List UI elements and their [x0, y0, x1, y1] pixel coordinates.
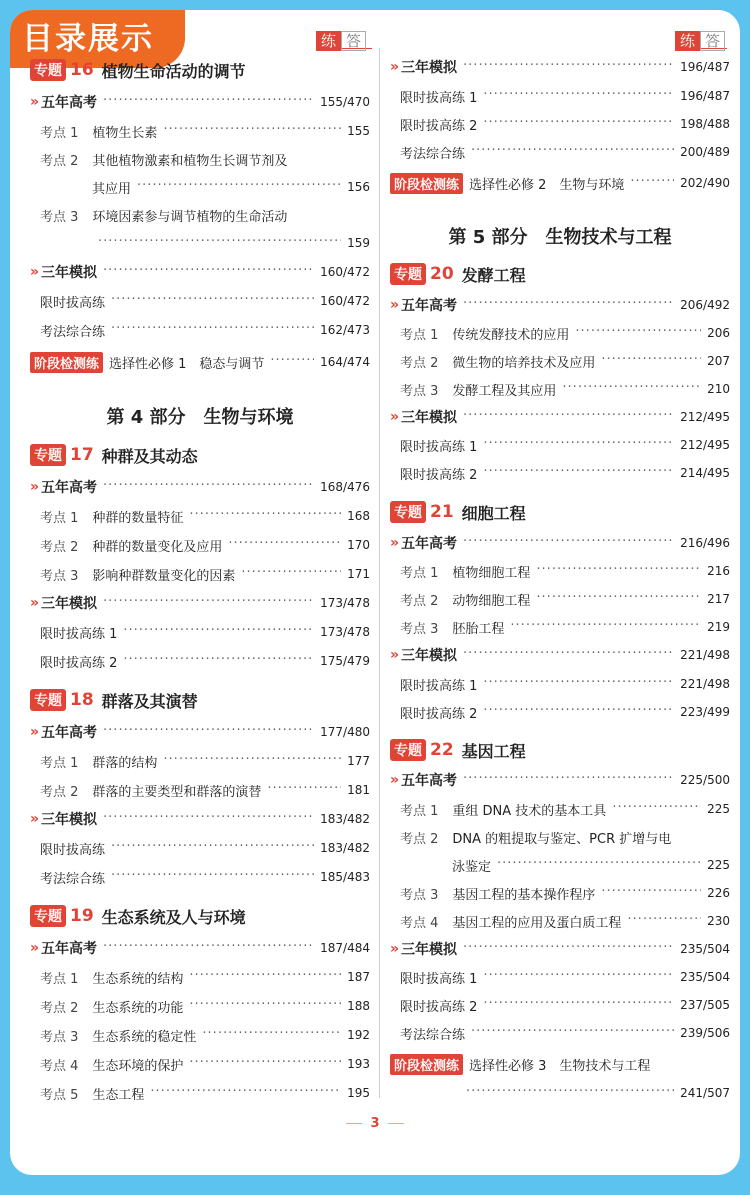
- tag-lian: 练: [316, 31, 341, 51]
- page-number: 237/505: [680, 998, 730, 1012]
- point-number: 考点 2: [40, 784, 79, 800]
- toc-item[interactable]: [30, 1053, 370, 1075]
- toc-item[interactable]: [30, 563, 370, 585]
- item-label: 基因工程的应用及蛋白质工程: [452, 915, 622, 931]
- item-label: 限时拔高练: [40, 842, 106, 858]
- page-number: 212/495: [680, 410, 730, 424]
- part-heading: 第 5 部分 生物技术与工程: [448, 227, 672, 248]
- toc-section-wunian[interactable]: [390, 769, 730, 791]
- toc-item[interactable]: [390, 701, 730, 723]
- chevron-right-icon: »: [30, 940, 40, 956]
- topic-number: 17: [70, 445, 94, 465]
- topic-number: 18: [70, 690, 94, 710]
- page-number: 212/495: [680, 438, 730, 452]
- point-number: 考点 2: [40, 1000, 79, 1016]
- page-number: 202/490: [680, 176, 730, 190]
- point-number: 考点 3: [400, 621, 439, 637]
- section-label: 三年模拟: [401, 648, 458, 664]
- point-number: 考点 1: [40, 510, 79, 526]
- page-number: 181: [347, 783, 370, 797]
- toc-item[interactable]: [390, 882, 730, 904]
- page-number: 160/472: [320, 265, 370, 279]
- section-label: 三年模拟: [401, 410, 458, 426]
- toc-item[interactable]: [30, 621, 370, 643]
- item-label: 限时拔高练 2: [400, 467, 478, 483]
- page-number: 159: [347, 236, 370, 250]
- topic-17: [30, 443, 198, 467]
- topic-18: [30, 688, 198, 712]
- toc-item[interactable]: [30, 995, 370, 1017]
- section-label: 三年模拟: [41, 812, 98, 828]
- chevron-right-icon: »: [390, 409, 400, 425]
- toc-item[interactable]: [390, 113, 730, 135]
- point-number: 考点 2: [400, 831, 439, 847]
- lianda-tag-right: [675, 31, 725, 51]
- section-label: 三年模拟: [401, 942, 458, 958]
- page-number: 241/507: [680, 1086, 730, 1100]
- topic-title: 植物生命活动的调节: [101, 61, 246, 81]
- topic-tag: 专题: [30, 905, 66, 927]
- toc-section-sannian[interactable]: [390, 406, 730, 428]
- chevron-right-icon: »: [30, 724, 40, 740]
- toc-item[interactable]: [30, 505, 370, 527]
- page-number: 198/488: [680, 117, 730, 131]
- item-label: 考法综合练: [400, 146, 466, 162]
- chevron-right-icon: »: [30, 595, 40, 611]
- toc-item[interactable]: [390, 378, 730, 400]
- toc-section-wunian[interactable]: [30, 476, 370, 498]
- page-number: 216: [707, 564, 730, 578]
- page-number: 210: [707, 382, 730, 396]
- item-label: 群落的主要类型和群落的演替: [92, 784, 262, 800]
- point-number: 考点 3: [40, 209, 79, 225]
- toc-item[interactable]: [390, 1022, 730, 1044]
- page-number: 168/476: [320, 480, 370, 494]
- item-label: 限时拔高练 2: [400, 999, 478, 1015]
- topic-title: 生态系统及人与环境: [101, 907, 246, 927]
- item-label: 限时拔高练 2: [400, 706, 478, 722]
- stage-tag: 阶段检测练: [390, 1054, 463, 1075]
- page-number: 225: [707, 802, 730, 816]
- page-number: 187/484: [320, 941, 370, 955]
- item-label: 群落的结构: [92, 755, 158, 771]
- page-number: 177/480: [320, 725, 370, 739]
- item-label: 限时拔高练 2: [40, 655, 118, 671]
- point-number: 考点 1: [40, 755, 79, 771]
- topic-tag: 专题: [30, 444, 66, 466]
- topic-21: [390, 500, 526, 524]
- page-number: 235/504: [680, 942, 730, 956]
- page-number: 175/479: [320, 654, 370, 668]
- toc-section-sannian[interactable]: [390, 56, 730, 78]
- toc-item[interactable]: [390, 350, 730, 372]
- item-label: 植物细胞工程: [452, 565, 531, 581]
- page-number: 193: [347, 1057, 370, 1071]
- topic-tag: 专题: [390, 501, 426, 523]
- section-label: 五年高考: [401, 298, 458, 314]
- point-number: 考点 1: [40, 125, 79, 141]
- page-number: 177: [347, 754, 370, 768]
- point-number: 考点 2: [400, 355, 439, 371]
- page-number: 187: [347, 970, 370, 984]
- item-label: 泳鉴定: [452, 859, 492, 875]
- topic-title: 群落及其演替: [101, 691, 198, 711]
- item-label: 限时拔高练 1: [400, 439, 478, 455]
- page-number: 155/470: [320, 95, 370, 109]
- toc-section-sannian[interactable]: [30, 592, 370, 614]
- topic-title: 细胞工程: [461, 503, 526, 523]
- page-number: 156: [347, 180, 370, 194]
- page-number: 183/482: [320, 841, 370, 855]
- chevron-right-icon: »: [390, 297, 400, 313]
- tag-da: 答: [341, 31, 366, 51]
- toc-item[interactable]: [390, 826, 730, 848]
- item-label: 生态系统的结构: [92, 971, 184, 987]
- toc-item[interactable]: [30, 750, 370, 772]
- toc-item[interactable]: [30, 866, 370, 888]
- topic-tag: 专题: [390, 739, 426, 761]
- stage-label: 选择性必修 1 稳态与调节: [109, 356, 265, 372]
- column-divider: [379, 48, 380, 1098]
- item-label: 限时拔高练: [40, 295, 106, 311]
- item-label: 生态工程: [92, 1087, 145, 1103]
- toc-section-wunian[interactable]: [30, 937, 370, 959]
- topic-title: 种群及其动态: [101, 446, 198, 466]
- toc-section-wunian[interactable]: [30, 91, 370, 113]
- stage-label: 选择性必修 3 生物技术与工程: [469, 1058, 651, 1074]
- point-number: 考点 1: [400, 803, 439, 819]
- item-label: 限时拔高练 1: [400, 971, 478, 987]
- item-label: 传统发酵技术的应用: [452, 327, 570, 343]
- topic-number: 22: [430, 740, 454, 760]
- page: [10, 10, 740, 1175]
- toc-item-cont[interactable]: [30, 176, 370, 198]
- toc-item[interactable]: [390, 798, 730, 820]
- topic-tag: 专题: [390, 263, 426, 285]
- item-label: 发酵工程及其应用: [452, 383, 557, 399]
- page-footer: [10, 1116, 740, 1131]
- stage-tag: 阶段检测练: [30, 352, 103, 373]
- page-number: 196/487: [680, 60, 730, 74]
- toc-item[interactable]: [30, 120, 370, 142]
- banner-title: 目录展示: [10, 10, 185, 68]
- point-number: 考点 4: [400, 915, 439, 931]
- page-number: 196/487: [680, 89, 730, 103]
- page-number: 164/474: [320, 355, 370, 369]
- item-label: 限时拔高练 1: [400, 90, 478, 106]
- section-label: 五年高考: [41, 725, 98, 741]
- item-label: 限时拔高练 2: [400, 118, 478, 134]
- toc-section-sannian[interactable]: [30, 261, 370, 283]
- page-number: 230: [707, 914, 730, 928]
- toc-item[interactable]: [30, 204, 370, 226]
- chevron-right-icon: »: [30, 811, 40, 827]
- item-label: 考法综合练: [40, 871, 106, 887]
- toc-item[interactable]: [30, 148, 370, 170]
- toc-item[interactable]: [390, 616, 730, 638]
- topic-tag: 专题: [30, 689, 66, 711]
- page-number: 160/472: [320, 294, 370, 308]
- page-number: 217: [707, 592, 730, 606]
- toc-item[interactable]: [390, 910, 730, 932]
- page-number: 171: [347, 567, 370, 581]
- section-label: 三年模拟: [41, 265, 98, 281]
- point-number: 考点 2: [40, 153, 79, 169]
- item-label: 考法综合练: [400, 1027, 466, 1043]
- toc-item[interactable]: [390, 588, 730, 610]
- topic-16: [30, 58, 246, 82]
- section-label: 五年高考: [41, 941, 98, 957]
- topic-number: 16: [70, 60, 94, 80]
- toc-item[interactable]: [390, 434, 730, 456]
- item-label: 其他植物激素和植物生长调节剂及: [92, 153, 288, 169]
- point-number: 考点 3: [40, 568, 79, 584]
- page-number: 170: [347, 538, 370, 552]
- topic-22: [390, 738, 526, 762]
- toc-item[interactable]: [30, 534, 370, 556]
- item-label: 限时拔高练 1: [40, 626, 118, 642]
- toc-item[interactable]: [390, 141, 730, 163]
- toc-section-sannian[interactable]: [390, 644, 730, 666]
- page-number: 155: [347, 124, 370, 138]
- item-label: 动物细胞工程: [452, 593, 531, 609]
- topic-20: [390, 262, 526, 286]
- chevron-right-icon: »: [390, 535, 400, 551]
- toc-section-wunian[interactable]: [390, 294, 730, 316]
- chevron-right-icon: »: [390, 941, 400, 957]
- page-number: 216/496: [680, 536, 730, 550]
- chevron-right-icon: »: [30, 479, 40, 495]
- item-label: 胚胎工程: [452, 621, 505, 637]
- page-number: 219: [707, 620, 730, 634]
- point-number: 考点 3: [400, 383, 439, 399]
- toc-item[interactable]: [30, 650, 370, 672]
- topic-number: 21: [430, 502, 454, 522]
- point-number: 考点 5: [40, 1087, 79, 1103]
- item-label: 生态系统的稳定性: [92, 1029, 197, 1045]
- toc-item-cont[interactable]: [390, 1082, 730, 1104]
- item-label: 重组 DNA 技术的基本工具: [452, 803, 607, 819]
- lianda-tag-left: [316, 31, 366, 51]
- section-label: 五年高考: [401, 773, 458, 789]
- chevron-right-icon: »: [390, 772, 400, 788]
- stage-test[interactable]: [30, 351, 370, 373]
- topic-title: 发酵工程: [461, 265, 526, 285]
- stage-test[interactable]: [390, 172, 730, 194]
- page-number: 206/492: [680, 298, 730, 312]
- toc-item[interactable]: [30, 779, 370, 801]
- item-label: DNA 的粗提取与鉴定、PCR 扩增与电: [452, 831, 672, 847]
- item-label: 限时拔高练 1: [400, 678, 478, 694]
- item-label: 环境因素参与调节植物的生命活动: [92, 209, 288, 225]
- part-heading: 第 4 部分 生物与环境: [106, 407, 294, 428]
- stage-label: 选择性必修 2 生物与环境: [469, 177, 625, 193]
- item-label: 其应用: [92, 181, 132, 197]
- stage-test[interactable]: [390, 1053, 730, 1075]
- point-number: 考点 1: [400, 327, 439, 343]
- toc-item[interactable]: [390, 462, 730, 484]
- page-number: 185/483: [320, 870, 370, 884]
- page-number: 225/500: [680, 773, 730, 787]
- toc-item[interactable]: [30, 966, 370, 988]
- toc-item[interactable]: [390, 673, 730, 695]
- toc-item[interactable]: [390, 560, 730, 582]
- point-number: 考点 3: [40, 1029, 79, 1045]
- item-label: 生态系统的功能: [92, 1000, 184, 1016]
- page-number: 225: [707, 858, 730, 872]
- chevron-right-icon: »: [30, 264, 40, 280]
- item-label: 基因工程的基本操作程序: [452, 887, 596, 903]
- page-number: 162/473: [320, 323, 370, 337]
- page-number: 206: [707, 326, 730, 340]
- page-number: 200/489: [680, 145, 730, 159]
- page-number: 207: [707, 354, 730, 368]
- point-number: 考点 4: [40, 1058, 79, 1074]
- section-label: 三年模拟: [401, 60, 458, 76]
- section-label: 五年高考: [41, 480, 98, 496]
- topic-19: [30, 904, 246, 928]
- section-label: 五年高考: [41, 95, 98, 111]
- item-label: 植物生长素: [92, 125, 158, 141]
- page-number: 195: [347, 1086, 370, 1100]
- item-label: 种群的数量变化及应用: [92, 539, 223, 555]
- toc-section-sannian[interactable]: [390, 938, 730, 960]
- item-label: 生态环境的保护: [92, 1058, 184, 1074]
- page-number: 192: [347, 1028, 370, 1042]
- topic-number: 20: [430, 264, 454, 284]
- toc-item[interactable]: [390, 994, 730, 1016]
- toc-item-cont[interactable]: [30, 232, 370, 254]
- page-number: 223/499: [680, 705, 730, 719]
- tag-lian: 练: [675, 31, 700, 51]
- toc-item[interactable]: [30, 837, 370, 859]
- point-number: 考点 1: [40, 971, 79, 987]
- page-number: 221/498: [680, 677, 730, 691]
- topic-title: 基因工程: [461, 741, 526, 761]
- toc-item[interactable]: [30, 1024, 370, 1046]
- item-label: 影响种群数量变化的因素: [92, 568, 236, 584]
- page-number: 188: [347, 999, 370, 1013]
- toc-item[interactable]: [390, 322, 730, 344]
- point-number: 考点 1: [400, 565, 439, 581]
- chevron-right-icon: »: [390, 59, 400, 75]
- toc-item[interactable]: [30, 1082, 370, 1104]
- page-number: 226: [707, 886, 730, 900]
- toc-item[interactable]: [390, 85, 730, 107]
- footer-page-number: 3: [370, 1116, 380, 1131]
- page-number: 235/504: [680, 970, 730, 984]
- page-number: 173/478: [320, 596, 370, 610]
- point-number: 考点 2: [400, 593, 439, 609]
- point-number: 考点 3: [400, 887, 439, 903]
- toc-item-cont[interactable]: [390, 854, 730, 876]
- chevron-right-icon: »: [30, 94, 40, 110]
- topic-number: 19: [70, 906, 94, 926]
- toc-item[interactable]: [30, 290, 370, 312]
- toc-item[interactable]: [30, 319, 370, 341]
- toc-item[interactable]: [390, 966, 730, 988]
- item-label: 微生物的培养技术及应用: [452, 355, 596, 371]
- toc-section-wunian[interactable]: [30, 721, 370, 743]
- topic-tag: 专题: [30, 59, 66, 81]
- chevron-right-icon: »: [390, 647, 400, 663]
- section-label: 五年高考: [401, 536, 458, 552]
- page-number: 214/495: [680, 466, 730, 480]
- item-label: 种群的数量特征: [92, 510, 184, 526]
- tag-da: 答: [700, 31, 725, 51]
- page-number: 183/482: [320, 812, 370, 826]
- page-number: 221/498: [680, 648, 730, 662]
- toc-section-sannian[interactable]: [30, 808, 370, 830]
- page-number: 239/506: [680, 1026, 730, 1040]
- page-number: 173/478: [320, 625, 370, 639]
- page-number: 168: [347, 509, 370, 523]
- item-label: 考法综合练: [40, 324, 106, 340]
- stage-tag: 阶段检测练: [390, 173, 463, 194]
- toc-section-wunian[interactable]: [390, 532, 730, 554]
- section-label: 三年模拟: [41, 596, 98, 612]
- point-number: 考点 2: [40, 539, 79, 555]
